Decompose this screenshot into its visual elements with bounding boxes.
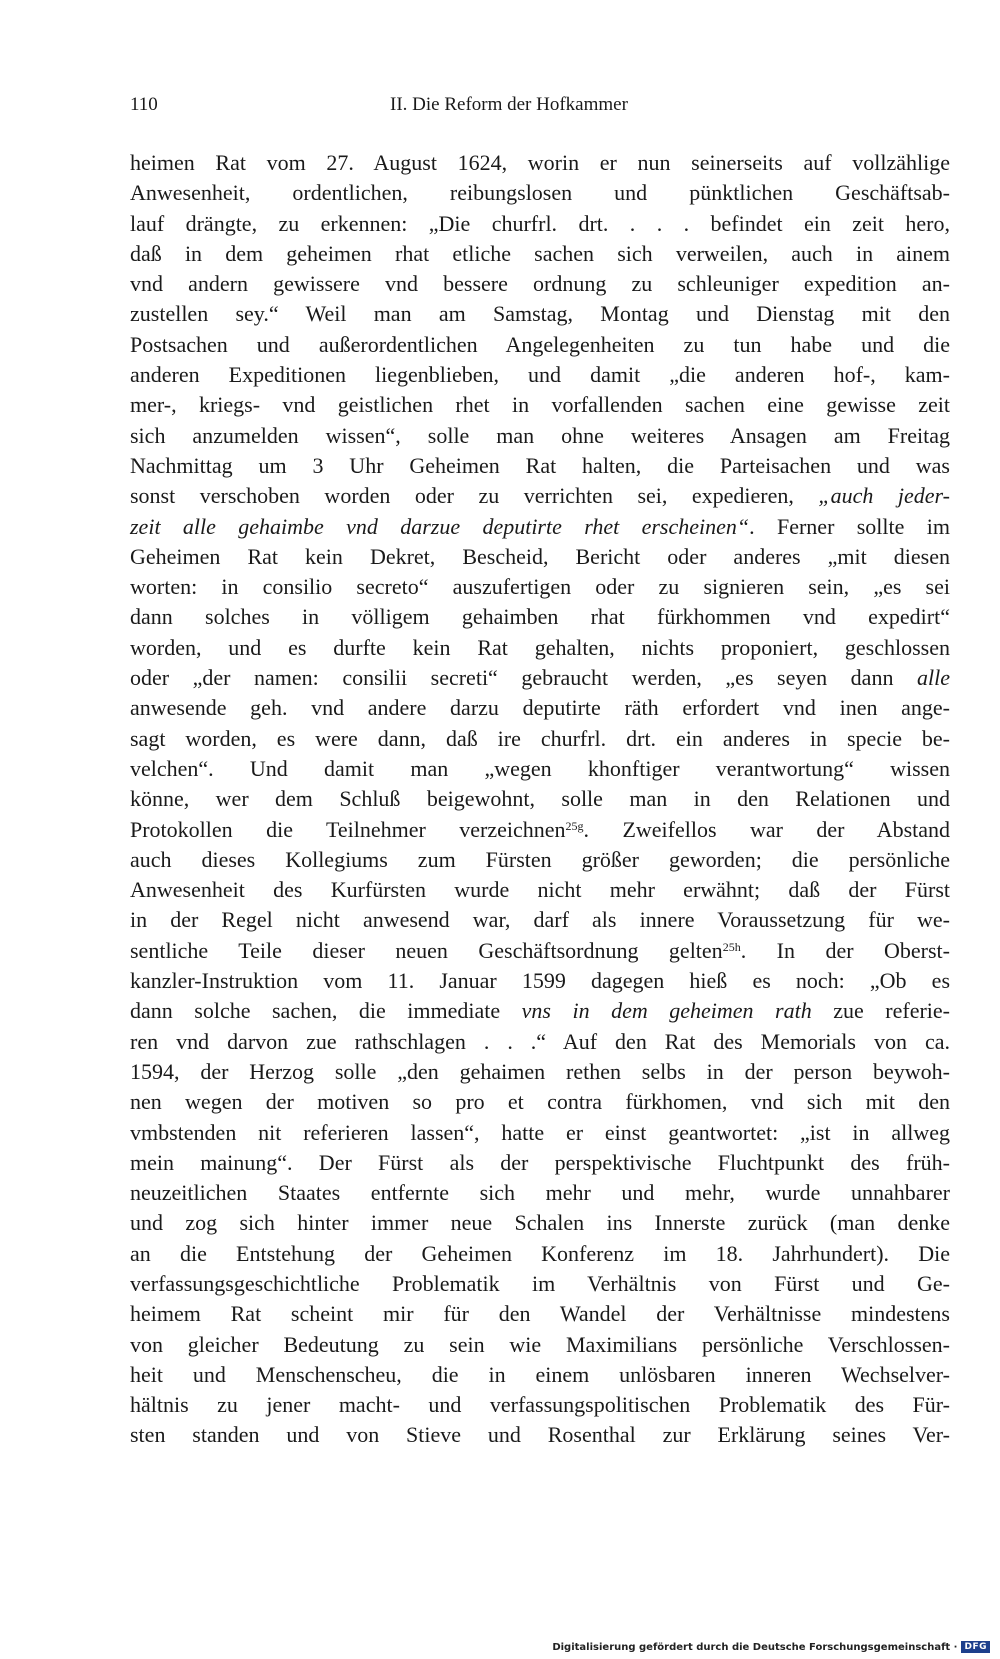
digitization-credit xyxy=(552,1640,990,1654)
text-line: anwesende geh. vnd andere darzu deputirte räth erfordert vnd inen ange- xyxy=(130,695,950,721)
text-line: dann solches in völligem gehaimben rhat fürkhommen vnd expedirt“ xyxy=(130,604,950,630)
dfg-logo: DFG xyxy=(961,1641,990,1653)
page-header xyxy=(130,94,940,128)
text-line: neuzeitlichen Staates entfernte sich mehr und mehr, wurde unnahbarer xyxy=(130,1180,950,1206)
text-line: vnd andern gewissere vnd bessere ordnung zu schleuniger expedition an- xyxy=(130,271,950,297)
italic-word: alle xyxy=(917,665,950,691)
italic-quote: vns in dem geheimen rath xyxy=(521,998,812,1024)
text-line: heimem Rat scheint mir für den Wandel der Verhältnisse mindestens xyxy=(130,1301,950,1327)
text-line: mein mainung“. Der Fürst als der perspektivische Fluchtpunkt des früh- xyxy=(130,1149,950,1175)
text-line xyxy=(130,936,950,966)
italic-quote: zeit alle gehaimbe vnd darzue deputirte rhet erscheinen“ xyxy=(130,513,750,539)
text-line xyxy=(130,663,950,693)
text-line: an die Entstehung der Geheimen Konferenz im 18. Jahrhundert). Die xyxy=(130,1240,950,1266)
footnote-marker: 25g xyxy=(565,818,584,833)
credit-text: Digitalisierung gefördert durch die Deutsche Forschungsgemeinschaft · xyxy=(552,1641,958,1653)
text-segment: sonst verschoben worden oder zu verrichten sei, expedieren, xyxy=(130,483,819,509)
text-line: 1594, der Herzog solle „den gehaimen rethen selbs in der person beywoh- xyxy=(130,1058,950,1084)
text-line: daß in dem geheimen rhat etliche sachen sich verweilen, auch in ainem xyxy=(130,240,950,266)
running-head: II. Die Reform der Hofkammer xyxy=(390,94,628,115)
text-line: Anwesenheit, ordentlichen, reibungslosen und pünktlichen Geschäftsab- xyxy=(130,180,950,206)
text-line: sagt worden, es were dann, daß ire churfrl. drt. ein anderes in specie be- xyxy=(130,725,950,751)
page-number: 110 xyxy=(130,94,158,115)
text-line: in der Regel nicht anwesend war, darf als innere Voraussetzung für we- xyxy=(130,907,950,933)
text-line xyxy=(130,996,950,1026)
text-line xyxy=(130,512,950,542)
text-line: von gleicher Bedeutung zu sein wie Maximilians persönliche Verschlossen- xyxy=(130,1331,950,1357)
text-line: heit und Menschenscheu, die in einem unlösbaren inneren Wechselver- xyxy=(130,1361,950,1387)
text-line: hältnis zu jener macht- und verfassungspolitischen Problematik des Für- xyxy=(130,1392,950,1418)
footnote-marker: 25h xyxy=(722,939,741,954)
body-paragraph xyxy=(130,148,950,1451)
text-line: worden, und es durfte kein Rat gehalten, nichts proponiert, geschlossen xyxy=(130,634,950,660)
text-line xyxy=(130,815,950,845)
text-segment: . Zweifellos war der Abstand xyxy=(583,816,951,842)
text-line: verfassungsgeschichtliche Problematik im Verhältnis von Fürst und Ge- xyxy=(130,1270,950,1296)
text-segment: oder „der namen: consilii secreti“ gebraucht werden, „es seyen dann xyxy=(130,665,917,691)
text-line xyxy=(130,481,950,511)
text-line: sten standen und von Stieve und Rosenthal zur Erklärung seines Ver- xyxy=(130,1422,950,1448)
italic-quote: „auch jeder- xyxy=(818,483,951,509)
text-line: ren vnd darvon zue rathschlagen . . .“ Auf den Rat des Memorials von ca. xyxy=(130,1028,950,1054)
text-line: Geheimen Rat kein Dekret, Bescheid, Bericht oder anderes „mit diesen xyxy=(130,543,950,569)
text-line: anderen Expeditionen liegenblieben, und damit „die anderen hof-, kam- xyxy=(130,362,950,388)
text-line: Anwesenheit des Kurfürsten wurde nicht mehr erwähnt; daß der Fürst xyxy=(130,877,950,903)
text-segment: zue referie- xyxy=(811,998,950,1024)
text-segment: sentliche Teile dieser neuen Geschäftsordnung gelten xyxy=(130,937,723,963)
text-line: lauf drängte, zu erkennen: „Die churfrl. drt. . . . befindet ein zeit hero, xyxy=(130,210,950,236)
text-line: Nachmittag um 3 Uhr Geheimen Rat halten, die Parteisachen und was xyxy=(130,452,950,478)
text-line: auch dieses Kollegiums zum Fürsten größer geworden; die persönliche xyxy=(130,846,950,872)
text-segment: dann solche sachen, die immediate xyxy=(130,998,522,1024)
text-segment: . Ferner sollte im xyxy=(749,513,950,539)
text-line: könne, wer dem Schluß beigewohnt, solle man in den Relationen und xyxy=(130,786,950,812)
text-line: velchen“. Und damit man „wegen khonftiger verantwortung“ wissen xyxy=(130,755,950,781)
text-line: nen wegen der motiven so pro et contra fürkhomen, vnd sich mit den xyxy=(130,1089,950,1115)
text-line: Postsachen und außerordentlichen Angelegenheiten zu tun habe und die xyxy=(130,331,950,357)
text-line: sich anzumelden wissen“, solle man ohne weiteres Ansagen am Freitag xyxy=(130,422,950,448)
text-line: heimen Rat vom 27. August 1624, worin er nun seinerseits auf vollzählige xyxy=(130,150,950,175)
text-line: und zog sich hinter immer neue Schalen ins Innerste zurück (man denke xyxy=(130,1210,950,1236)
text-segment: Protokollen die Teilnehmer verzeichnen xyxy=(130,816,566,842)
text-line: zustellen sey.“ Weil man am Samstag, Montag und Dienstag mit den xyxy=(130,301,950,327)
text-line: vmbstenden nit referieren lassen“, hatte er einst geantwortet: „ist in allweg xyxy=(130,1119,950,1145)
text-line: kanzler-Instruktion vom 11. Januar 1599 dagegen hieß es noch: „Ob es xyxy=(130,968,950,994)
text-line: worten: in consilio secreto“ auszufertigen oder zu signieren sein, „es sei xyxy=(130,574,950,600)
text-segment: . In der Oberst- xyxy=(740,937,950,963)
text-line: mer-, kriegs- vnd geistlichen rhet in vorfallenden sachen eine gewisse zeit xyxy=(130,392,950,418)
